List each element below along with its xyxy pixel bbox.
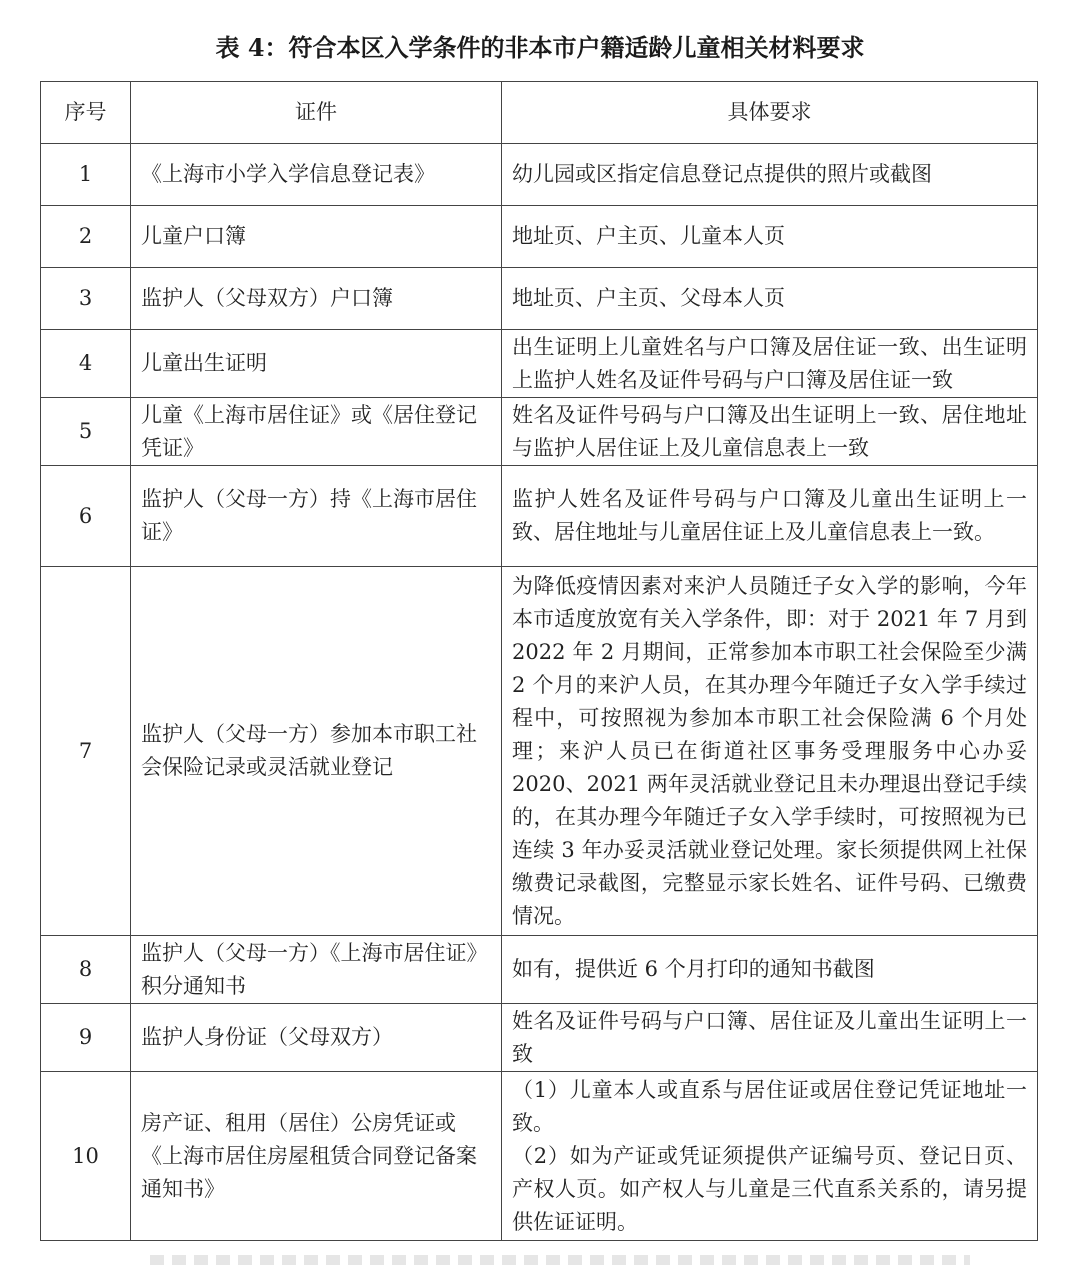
table-row [41, 1072, 1038, 1241]
table-row [41, 466, 1038, 567]
requirement-item-1: （1）儿童本人或直系与居住证或居住登记凭证地址一致。 [512, 1077, 1027, 1135]
table-row [41, 144, 1038, 206]
row-document: 儿童《上海市居住证》或《居住登记凭证》 [131, 398, 502, 466]
row-document: 《上海市小学入学信息登记表》 [131, 144, 502, 206]
row-document: 房产证、租用（居住）公房凭证或《上海市居住房屋租赁合同登记备案通知书》 [131, 1072, 502, 1241]
row-number: 4 [41, 330, 131, 398]
table-row [41, 330, 1038, 398]
row-number: 7 [41, 567, 131, 936]
row-number: 5 [41, 398, 131, 466]
row-number: 2 [41, 206, 131, 268]
row-requirement: 如有，提供近 6 个月打印的通知书截图 [502, 936, 1038, 1004]
row-requirement: 监护人姓名及证件号码与户口簿及儿童出生证明上一致、居住地址与儿童居住证上及儿童信息表上一致。 [502, 466, 1038, 567]
table-row [41, 398, 1038, 466]
row-number: 6 [41, 466, 131, 567]
row-requirement: 出生证明上儿童姓名与户口簿及居住证一致、出生证明上监护人姓名及证件号码与户口簿及居住证一致 [502, 330, 1038, 398]
row-requirement: 为降低疫情因素对来沪人员随迁子女入学的影响，今年本市适度放宽有关入学条件，即：对于 2021 年 7 月到 2022 年 2 月期间，正常参加本市职工社会保险至少满 2 个月的来沪人员，在其办理今年随迁子女入学手续过程中，可按照视为参加本市职工社会保险满 6 个月处理；来沪人员已在街道社区事务受理服务中心办妥 2020、2021 两年灵活就业登记且未办理退出登记手续的，在其办理今年随迁子女入学手续时，可按照视为已连续 3 年办妥灵活就业登记处理。家长须提供网上社保缴费记录截图，完整显示家长姓名、证件号码、已缴费情况。 [502, 567, 1038, 936]
table-row [41, 567, 1038, 936]
table-row [41, 268, 1038, 330]
header-document: 证件 [131, 82, 502, 144]
materials-table [40, 81, 1038, 1241]
row-requirement: 地址页、户主页、父母本人页 [502, 268, 1038, 330]
requirement-item-2: （2）如为产证或凭证须提供产证编号页、登记日页、产权人页。如产权人与儿童是三代直系关系的，请另提供佐证证明。 [512, 1143, 1027, 1234]
row-document: 监护人（父母一方）参加本市职工社会保险记录或灵活就业登记 [131, 567, 502, 936]
header-no: 序号 [41, 82, 131, 144]
table-header-row [41, 82, 1038, 144]
row-document: 监护人（父母双方）户口簿 [131, 268, 502, 330]
table-row [41, 936, 1038, 1004]
row-requirement: 地址页、户主页、儿童本人页 [502, 206, 1038, 268]
row-requirement: 姓名及证件号码与户口簿、居住证及儿童出生证明上一致 [502, 1004, 1038, 1072]
table-row [41, 1004, 1038, 1072]
row-number: 1 [41, 144, 131, 206]
row-number: 3 [41, 268, 131, 330]
row-requirement: 姓名及证件号码与户口簿及出生证明上一致、居住地址与监护人居住证上及儿童信息表上一致 [502, 398, 1038, 466]
header-requirements: 具体要求 [502, 82, 1038, 144]
row-number: 9 [41, 1004, 131, 1072]
row-requirement [502, 1072, 1038, 1241]
table-title: 表 4：符合本区入学条件的非本市户籍适龄儿童相关材料要求 [215, 33, 865, 62]
row-document: 监护人（父母一方）《上海市居住证》积分通知书 [131, 936, 502, 1004]
row-document: 监护人（父母一方）持《上海市居住证》 [131, 466, 502, 567]
cut-off-text-line [150, 1255, 970, 1265]
row-number: 8 [41, 936, 131, 1004]
row-document: 监护人身份证（父母双方） [131, 1004, 502, 1072]
row-number: 10 [41, 1072, 131, 1241]
row-document: 儿童出生证明 [131, 330, 502, 398]
table-row [41, 206, 1038, 268]
row-requirement: 幼儿园或区指定信息登记点提供的照片或截图 [502, 144, 1038, 206]
row-document: 儿童户口簿 [131, 206, 502, 268]
